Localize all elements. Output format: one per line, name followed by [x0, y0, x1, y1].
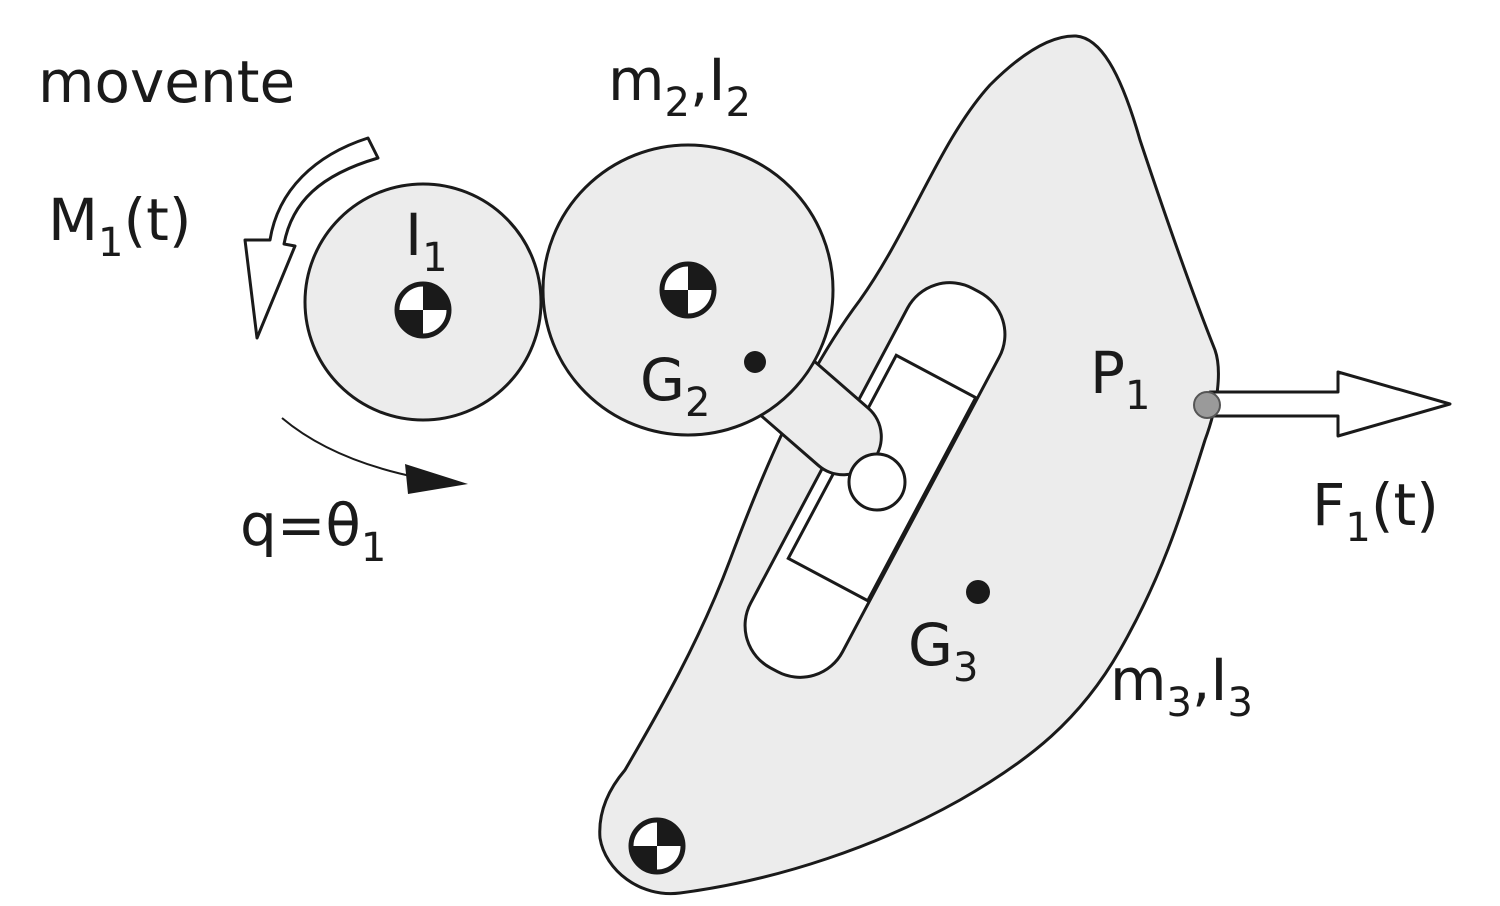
- force-arrow-icon: [1210, 372, 1450, 436]
- pivot-2-icon: [662, 264, 714, 316]
- p1-point: [1194, 392, 1220, 418]
- g2-label: $G_2$: [640, 346, 711, 426]
- force-label: $F_1(t)$: [1312, 471, 1439, 551]
- driver-label: movente: [38, 48, 296, 116]
- pivot-3-icon: [631, 820, 683, 872]
- g3-label: $G_3$: [908, 611, 979, 691]
- coordinate-label: $q=\theta_1$: [240, 491, 387, 571]
- inertia-1-label: $I_1$: [405, 201, 448, 281]
- g2-point: [744, 351, 766, 373]
- p1-label: $P_1$: [1090, 339, 1151, 419]
- torque-label: $M_1(t)$: [48, 186, 192, 266]
- g3-point: [966, 580, 990, 604]
- body-2-label: $m_2,I_2$: [608, 46, 751, 126]
- pivot-1-icon: [397, 284, 449, 336]
- coordinate-arrow-icon: [282, 418, 468, 494]
- body-3-label: $m_3,I_3$: [1110, 646, 1253, 726]
- slider-pin: [849, 454, 905, 510]
